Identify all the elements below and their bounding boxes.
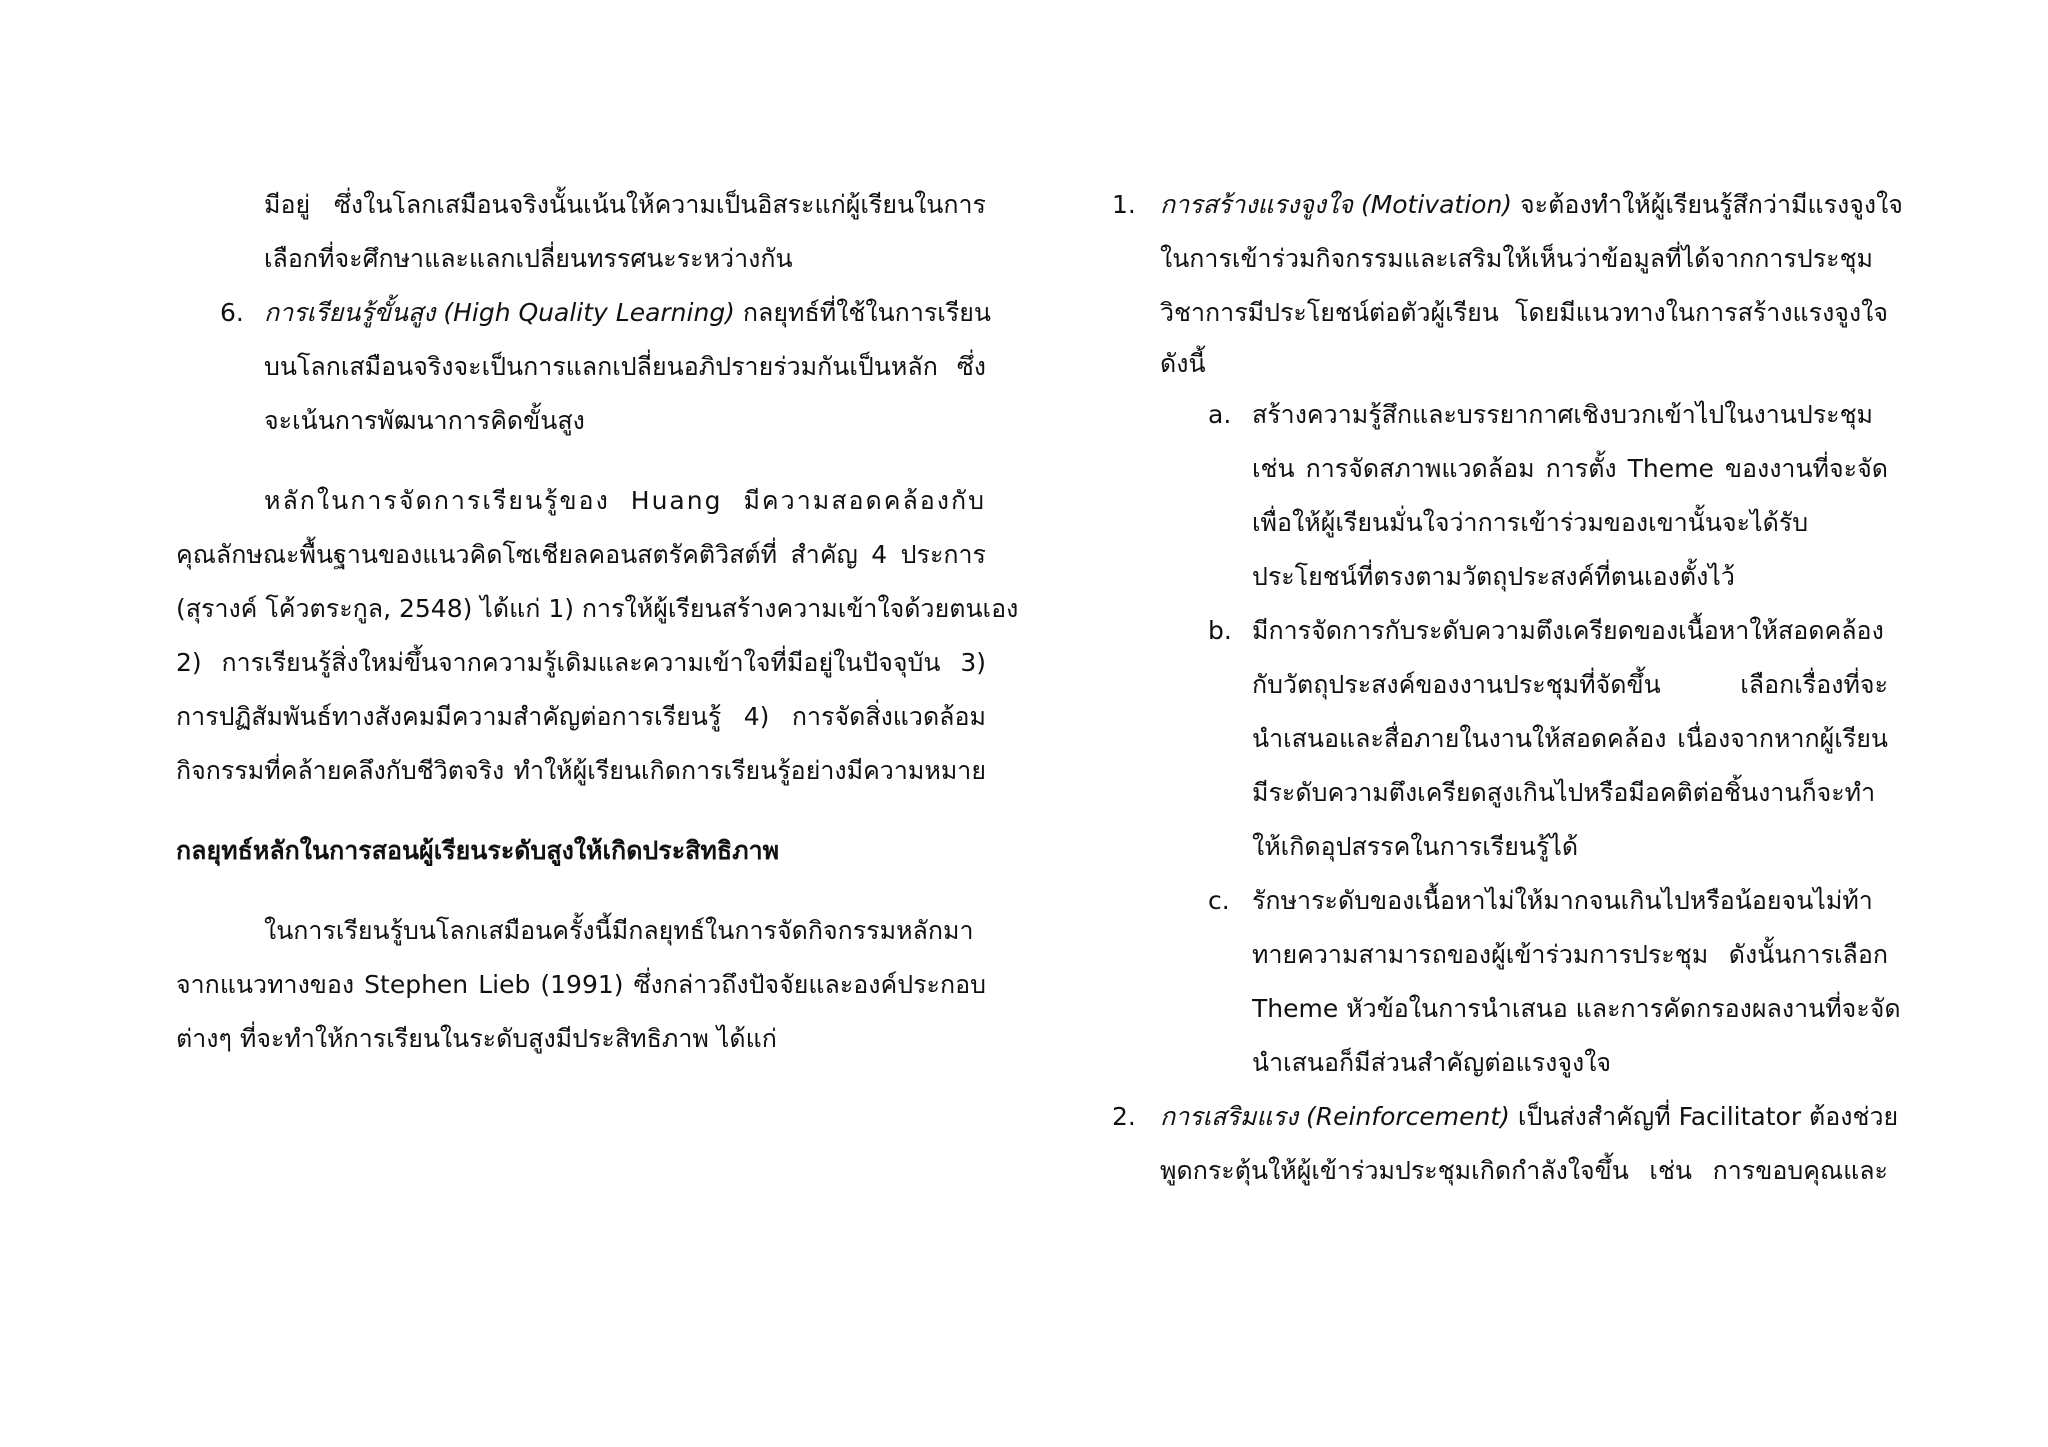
text-line: เช่น การจัดสภาพแวดล้อม การตั้ง Theme ของงานที่จะจัด (1252, 454, 1888, 483)
item-text: จะต้องทำให้ผู้เรียนรู้สึกว่ามีแรงจูงใจ (1512, 190, 1903, 219)
text-line: นำเสนอก็มีส่วนสำคัญต่อแรงจูงใจ (1252, 1048, 1612, 1077)
text-line: ดังนี้ (1160, 349, 1206, 378)
text-line: เพื่อให้ผู้เรียนมั่นใจว่าการเข้าร่วมของเขานั้นจะได้รับ (1252, 508, 1809, 537)
text-line: มีระดับความตึงเครียดสูงเกินไปหรือมีอคติต่อชิ้นงานก็จะทำ (1252, 778, 1876, 807)
text-line: พูดกระตุ้นให้ผู้เข้าร่วมประชุมเกิดกำลังใจขึ้น เช่น การขอบคุณและ (1160, 1156, 1888, 1185)
text-line: คุณลักษณะพื้นฐานของแนวคิดโซเชียลคอนสตรัคติวิสต์ที่ สำคัญ 4 ประการ (176, 540, 986, 569)
item-title: การเรียนรู้ขั้นสูง (High Quality Learning) (264, 298, 735, 327)
list-marker: c. (1208, 886, 1230, 915)
sub-item-c (1112, 874, 1901, 1090)
item5-continuation (176, 178, 986, 286)
list-marker: a. (1208, 400, 1232, 429)
right-column (1112, 178, 1903, 1198)
list-item-2 (1112, 1090, 1899, 1198)
text-line: (สุรางค์ โค้วตระกูล, 2548) ได้แก่ 1) การให้ผู้เรียนสร้างความเข้าใจด้วยตนเอง (176, 594, 1019, 623)
paragraph-lieb (176, 904, 986, 1066)
list-item-1 (1112, 178, 1903, 388)
list-marker: 2. (1112, 1102, 1136, 1131)
item-text: เป็นส่งสำคัญที่ Facilitator ต้องช่วย (1509, 1102, 1899, 1131)
text-line: Theme หัวข้อในการนำเสนอ และการคัดกรองผลงานที่จะจัด (1252, 994, 1901, 1023)
item-title: การเสริมแรง (Reinforcement) (1160, 1102, 1510, 1131)
left-column (176, 178, 1019, 1066)
text-line: ต่างๆ ที่จะทำให้การเรียนในระดับสูงมีประสิทธิภาพ ได้แก่ (176, 1024, 777, 1053)
text-line: ทายความสามารถของผู้เข้าร่วมการประชุม ดังนั้นการเลือก (1252, 940, 1888, 969)
text-line: มีการจัดการกับระดับความตึงเครียดของเนื้อหาให้สอดคล้อง (1252, 616, 1884, 645)
text-line: รักษาระดับของเนื้อหาไม่ให้มากจนเกินไปหรือน้อยจนไม่ท้า (1252, 886, 1873, 915)
text-line: ให้เกิดอุปสรรคในการเรียนรู้ได้ (1252, 832, 1579, 861)
list-item-6 (176, 286, 991, 448)
text-line: บนโลกเสมือนจริงจะเป็นการแลกเปลี่ยนอภิปรายร่วมกันเป็นหลัก ซึ่ง (264, 352, 986, 381)
text-line: มีอยู่ ซึ่งในโลกเสมือนจริงนั้นเน้นให้ความเป็นอิสระแก่ผู้เรียนในการ (264, 190, 986, 219)
text-line: จะเน้นการพัฒนาการคิดขั้นสูง (264, 406, 585, 435)
text-line: กิจกรรมที่คล้ายคลึงกับชีวิตจริง ทำให้ผู้เรียนเกิดการเรียนรู้อย่างมีความหมาย (176, 756, 986, 785)
list-marker: b. (1208, 616, 1232, 645)
text-line: หลักในการจัดการเรียนรู้ของ Huang มีความสอดคล้องกับ (264, 486, 986, 515)
text-line (1160, 178, 1903, 232)
text-line: จากแนวทางของ Stephen Lieb (1991) ซึ่งกล่าวถึงปัจจัยและองค์ประกอบ (176, 970, 986, 999)
sub-item-a (1112, 388, 1888, 604)
text-line: วิชาการมีประโยชน์ต่อตัวผู้เรียน โดยมีแนวทางในการสร้างแรงจูงใจ (1160, 298, 1888, 327)
text-line: กับวัตถุประสงค์ของงานประชุมที่จัดขึ้น เลือกเรื่องที่จะ (1252, 670, 1888, 699)
text-line (1160, 1090, 1899, 1144)
text-line: ในการเข้าร่วมกิจกรรมและเสริมให้เห็นว่าข้อมูลที่ได้จากการประชุม (1160, 244, 1874, 273)
text-line: นำเสนอและสื่อภายในงานให้สอดคล้อง เนื่องจากหากผู้เรียน (1252, 724, 1888, 753)
text-line: เลือกที่จะศึกษาและแลกเปลี่ยนทรรศนะระหว่างกัน (264, 244, 793, 273)
item-text: กลยุทธ์ที่ใช้ในการเรียน (734, 298, 991, 327)
text-line: ในการเรียนรู้บนโลกเสมือนครั้งนี้มีกลยุทธ์ในการจัดกิจกรรมหลักมา (264, 916, 974, 945)
section-heading: กลยุทธ์หลักในการสอนผู้เรียนระดับสูงให้เกิดประสิทธิภาพ (176, 836, 780, 865)
item-title: การสร้างแรงจูงใจ (Motivation) (1160, 190, 1513, 219)
sub-item-b (1112, 604, 1888, 874)
text-line: 2) การเรียนรู้สิ่งใหม่ขึ้นจากความรู้เดิมและความเข้าใจที่มีอยู่ในปัจจุบัน 3) (176, 648, 986, 677)
list-marker: 6. (220, 298, 244, 327)
text-line: การปฏิสัมพันธ์ทางสังคมมีความสำคัญต่อการเรียนรู้ 4) การจัดสิ่งแวดล้อม (176, 702, 986, 731)
list-marker: 1. (1112, 190, 1136, 219)
text-line: ประโยชน์ที่ตรงตามวัตถุประสงค์ที่ตนเองตั้งไว้ (1252, 562, 1735, 591)
text-line: สร้างความรู้สึกและบรรยากาศเชิงบวกเข้าไปในงานประชุม (1252, 400, 1874, 429)
text-line (264, 286, 991, 340)
paragraph-huang (176, 474, 1019, 798)
